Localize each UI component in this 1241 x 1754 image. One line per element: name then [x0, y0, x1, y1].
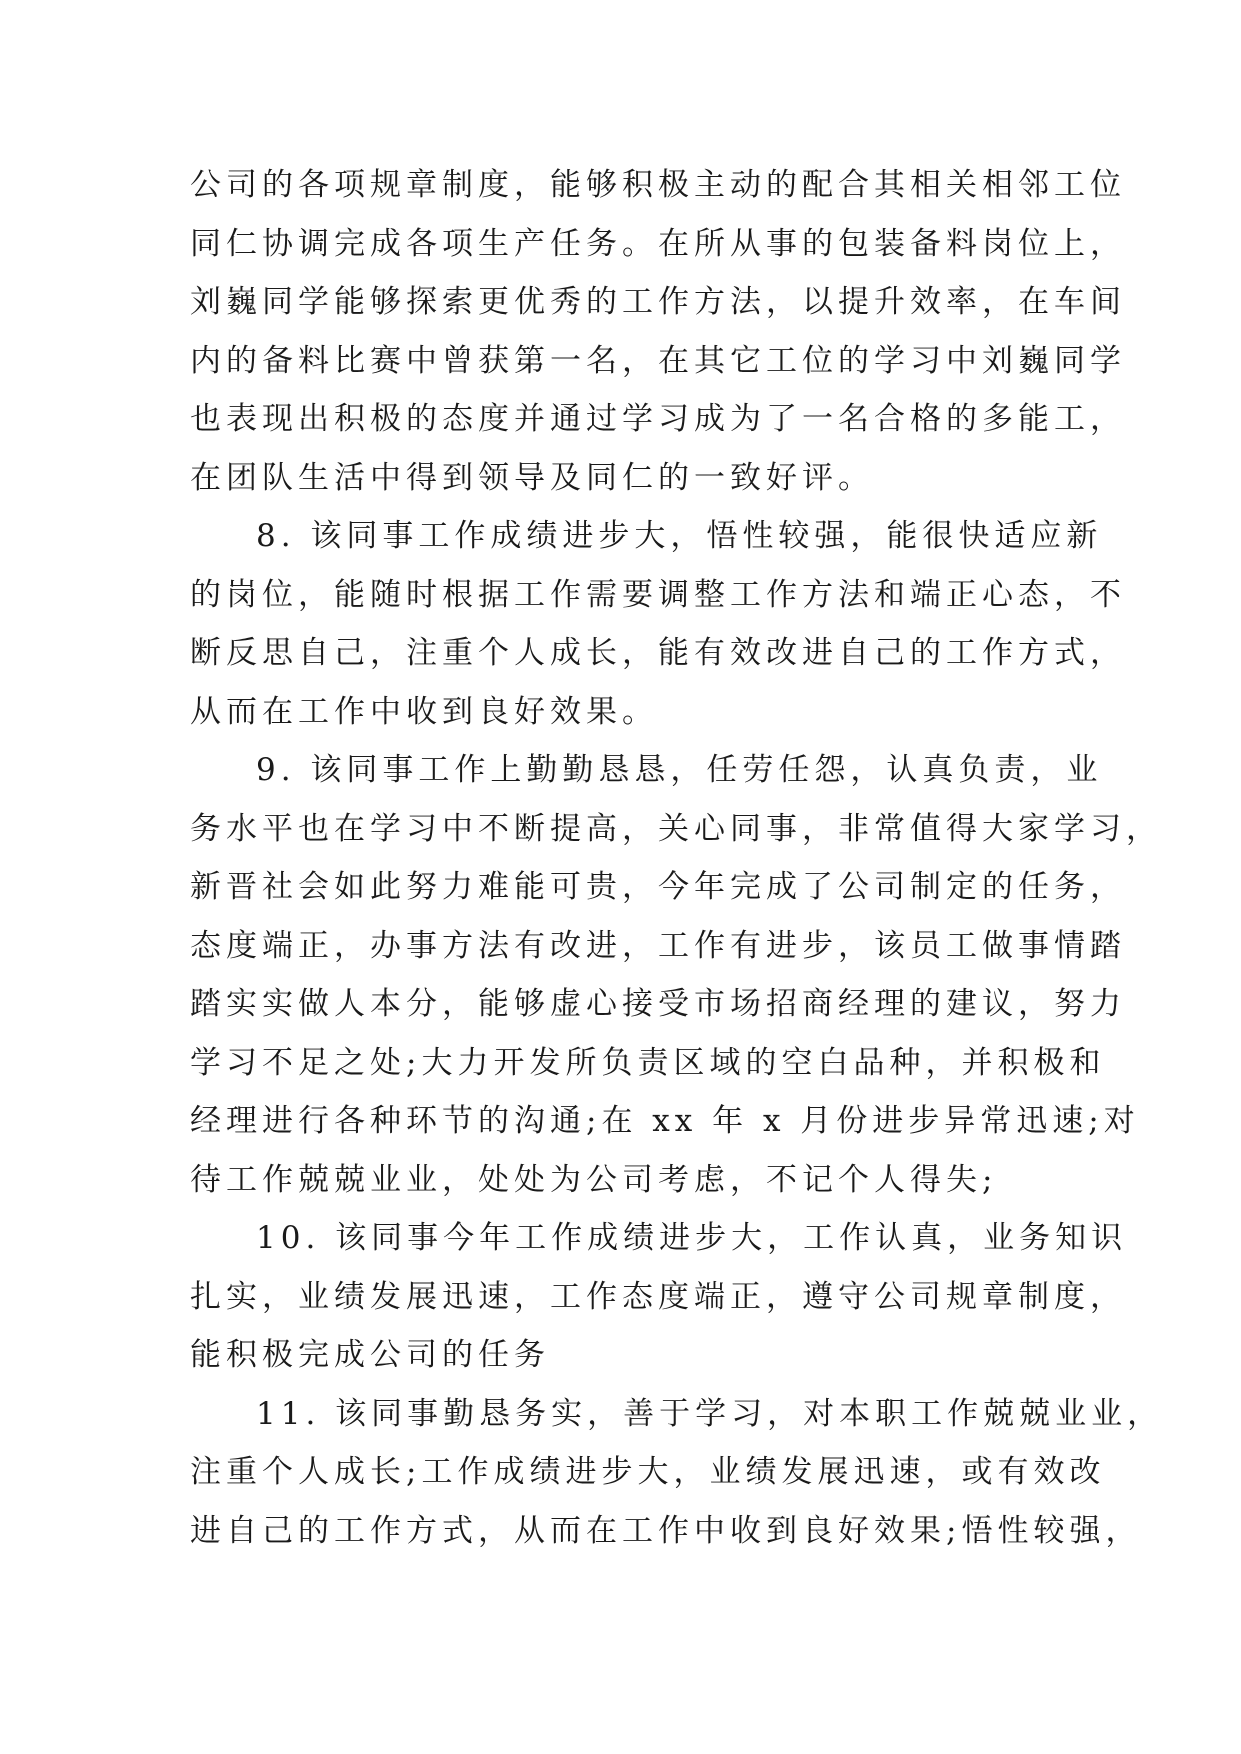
text-line: 刘巍同学能够探索更优秀的工作方法，以提升效率，在车间: [190, 284, 1126, 320]
text-line: 在团队生活中得到领导及同仁的一致好评。: [190, 459, 874, 496]
text-line: 内的备料比赛中曾获第一名，在其它工位的学习中刘巍同学: [190, 342, 1126, 379]
text-line: 也表现出积极的态度并通过学习成为了一名合格的多能工，: [190, 401, 1126, 437]
text-line: 务水平也在学习中不断提高，关心同事，非常值得大家学习，: [190, 810, 1162, 847]
text-line: 公司的各项规章制度，能够积极主动的配合其相关相邻工位: [190, 167, 1126, 203]
document-page: [190, 156, 1164, 1560]
text-line: 10. 该同事今年工作成绩进步大，工作认真，业务知识: [256, 1220, 1128, 1256]
text-line: 学习不足之处;大力开发所负责区域的空白品种，并积极和: [190, 1044, 1106, 1081]
text-line: 8. 该同事工作成绩进步大，悟性较强，能很快适应新: [256, 518, 1103, 554]
text-line: 的岗位，能随时根据工作需要调整工作方法和端正心态，不: [190, 576, 1126, 613]
text-line: 9. 该同事工作上勤勤恳恳，任劳任怨，认真负责，业: [256, 752, 1103, 788]
text-line: 能积极完成公司的任务: [190, 1337, 550, 1373]
text-line: 注重个人成长;工作成绩进步大，业绩发展迅速，或有效改: [190, 1454, 1106, 1490]
text-line: 态度端正，办事方法有改进，工作有进步，该员工做事情踏: [190, 927, 1126, 964]
text-line: 待工作兢兢业业，处处为公司考虑，不记个人得失;: [190, 1161, 998, 1198]
text-line: 经理进行各种环节的沟通;在 xx 年 x 月份进步异常迅速;对: [190, 1103, 1140, 1139]
text-line: 扎实，业绩发展迅速，工作态度端正，遵守公司规章制度，: [190, 1278, 1126, 1315]
text-line: 从而在工作中收到良好效果。: [190, 693, 658, 730]
text-line: 新晋社会如此努力难能可贵，今年完成了公司制定的任务，: [190, 869, 1126, 905]
text-line: 踏实实做人本分，能够虚心接受市场招商经理的建议，努力: [190, 986, 1126, 1022]
text-line: 11. 该同事勤恳务实，善于学习，对本职工作兢兢业业，: [256, 1395, 1164, 1432]
text-line: 进自己的工作方式，从而在工作中收到良好效果;悟性较强，: [190, 1512, 1142, 1549]
text-line: 断反思自己，注重个人成长，能有效改进自己的工作方式，: [190, 635, 1126, 671]
text-line: 同仁协调完成各项生产任务。在所从事的包装备料岗位上，: [190, 225, 1126, 262]
